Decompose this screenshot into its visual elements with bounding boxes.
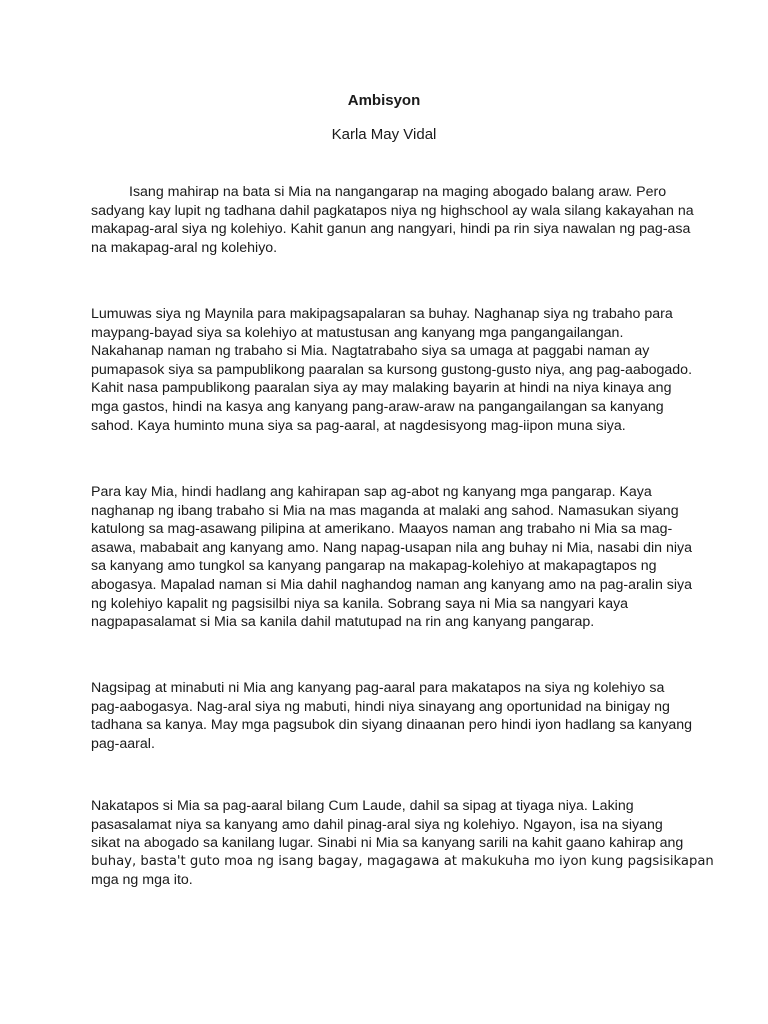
paragraph-line: pag-aaral. — [91, 735, 155, 752]
paragraph-line: sahod. Kaya huminto muna siya sa pag-aaral, at nagdesisyong mag-iipon muna siya. — [91, 417, 626, 434]
paragraph-5 — [91, 797, 714, 890]
paragraph-line: pag-aabogasya. Nag-aral siya ng mabuti, hindi niya sinayang ang oportunidad na binigay ng — [91, 698, 670, 715]
paragraph-2 — [91, 305, 691, 435]
paragraph-line: naghanap ng ibang trabaho si Mia na mas maganda at malaki ang sahod. Namasukan siyang — [91, 502, 679, 519]
paragraph-line: pumapasok siya sa pampublikong paaralan sa kursong gustong-gusto niya, ang pag-aabogado. — [91, 361, 693, 378]
paragraph-line: mga ng mga ito. — [91, 872, 193, 889]
document-author: Karla May Vidal — [331, 126, 437, 143]
paragraph-line: Kahit nasa pampublikong paaralan siya ay may malaking bayarin at hindi na niya kinaya ang — [91, 380, 672, 397]
paragraph-line: makapag-aral siya ng kolehiyo. Kahit ganun ang nangyari, hindi pa rin siya nawalan ng pag-asa — [91, 221, 691, 238]
paragraph-4 — [91, 679, 691, 753]
paragraph-line: mga gastos, hindi na kasya ang kanyang pang-araw-araw na pangangailangan sa kanyang — [91, 398, 664, 415]
paragraph-line: Lumuwas siya ng Maynila para makipagsapalaran sa buhay. Naghanap siya ng trabaho para — [91, 306, 673, 322]
paragraph-line: ng kolehiyo kapalit ng pagsisilbi niya sa kanila. Sobrang saya ni Mia sa nangyari kaya — [91, 595, 629, 612]
paragraph-line: maypang-bayad siya sa kolehiyo at matustusan ang kanyang mga pangangailangan. — [91, 324, 624, 341]
paragraph-line: Nakatapos si Mia sa pag-aaral bilang Cum Laude, dahil sa sipag at tiyaga niya. Laking — [91, 798, 634, 814]
paragraph-line: pasasalamat niya sa kanyang amo dahil pinag-aral siya ng kolehiyo. Ngayon, isa na siyang — [91, 816, 663, 833]
paragraph-line: Isang mahirap na bata si Mia na nangangarap na maging abogado balang araw. Pero — [129, 184, 667, 200]
paragraph-line: Para kay Mia, hindi hadlang ang kahirapan sap ag-abot ng kanyang mga pangarap. Kaya — [91, 484, 652, 500]
paragraph-line: buhay, basta't guto moa ng isang bagay, magagawa at makukuha mo iyon kung pagsisikapan — [91, 853, 714, 869]
paragraph-line: sa kanyang amo tungkol sa kanyang pangarap na makapag-kolehiyo at makapagtapos ng — [91, 558, 657, 575]
paragraph-line: na makapag-aral ng kolehiyo. — [91, 239, 278, 256]
paragraph-line: Nakahanap naman ng trabaho si Mia. Nagtatrabaho siya sa umaga at paggabi naman ay — [91, 343, 650, 360]
paragraph-line: nagpapasalamat si Mia sa kanila dahil matutupad na rin ang kanyang pangarap. — [91, 614, 595, 631]
paragraph-line: Nagsipag at minabuti ni Mia ang kanyang pag-aaral para makatapos na siya ng kolehiyo sa — [91, 680, 665, 696]
paragraph-line: sadyang kay lupit ng tadhana dahil pagkatapos niya ng highschool ay wala silang kakayahan na — [91, 202, 694, 219]
paragraph-line: abogasya. Mapalad naman si Mia dahil naghandog naman ang kanyang amo na pag-aralin siya — [91, 576, 693, 593]
paragraph-line: tadhana sa kanya. May mga pagsubok din siyang dinaanan pero hindi iyon hadlang sa kanyang — [91, 717, 693, 734]
paragraph-line: sikat na abogado sa kanilang lugar. Sinabi ni Mia sa kanyang sarili na kahit gaano kahirap ang — [91, 835, 684, 852]
paragraph-line: katulong sa mag-asawang pilipina at amerikano. Maayos naman ang trabaho ni Mia sa mag- — [91, 521, 673, 538]
paragraph-3 — [91, 483, 691, 632]
document-title: Ambisyon — [347, 92, 421, 109]
paragraph-1 — [91, 183, 694, 257]
paragraph-line: asawa, mababait ang kanyang amo. Nang napag-usapan nila ang buhay ni Mia, nasabi din niya — [91, 539, 693, 556]
